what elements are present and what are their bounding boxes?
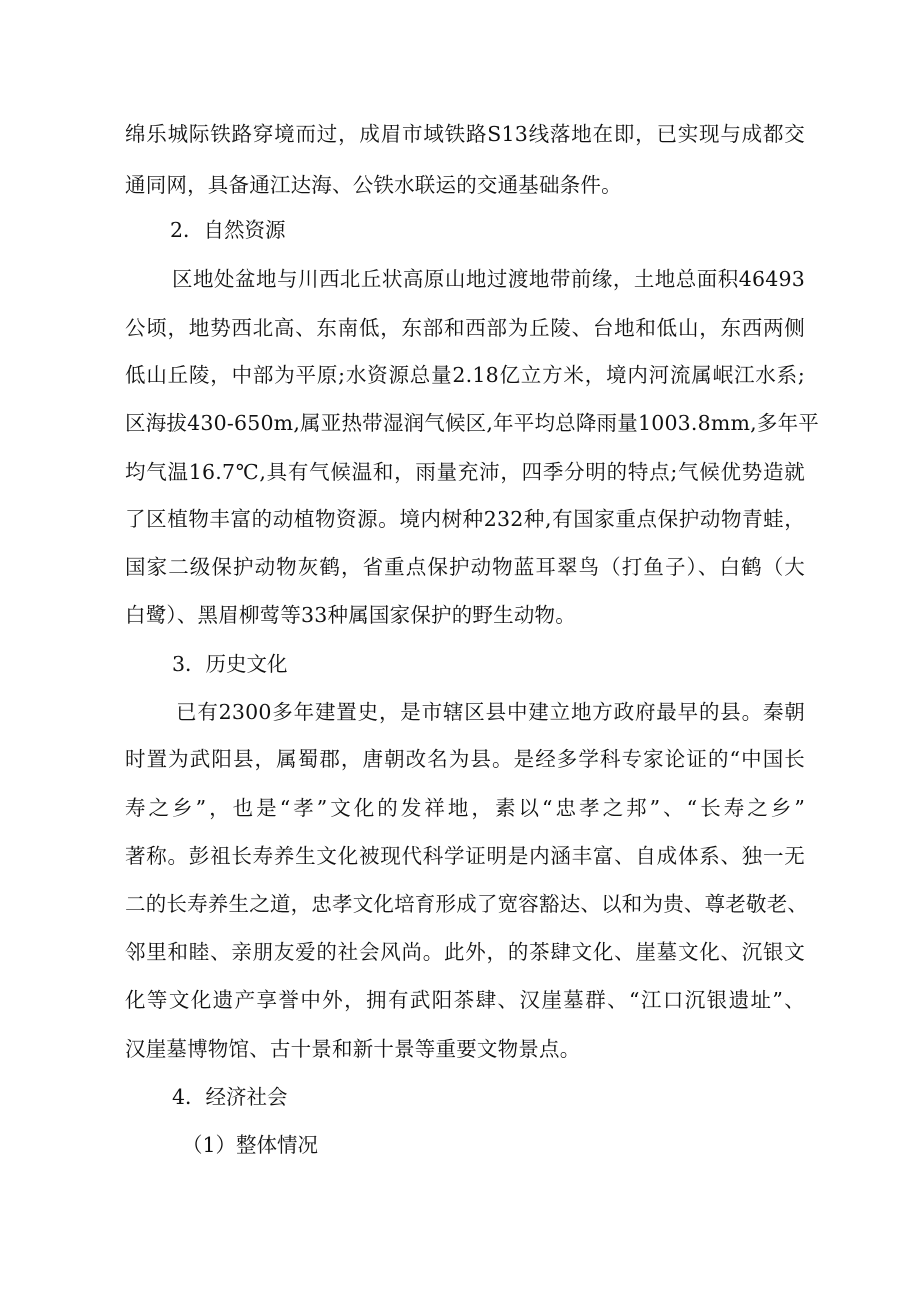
body-line: 化等文化遗产享誉中外，拥有武阳茶肆、汉崖墓群、“江口沉银遗址”、	[125, 988, 805, 1012]
subsection-heading-overall: （1）整体情况	[182, 1133, 319, 1157]
body-line: 白鹭）、黑眉柳莺等33种属国家保护的野生动物。	[125, 603, 576, 627]
body-line: 通同网，具备通江达海、公铁水联运的交通基础条件。	[125, 173, 622, 197]
body-line: 国家二级保护动物灰鹤，省重点保护动物蓝耳翠鸟（打鱼子）、白鹤（大	[125, 555, 805, 579]
body-line: 已有2300多年建置史，是市辖区县中建立地方政府最早的县。秦朝	[176, 700, 805, 724]
body-line: 汉崖墓博物馆、古十景和新十景等重要文物景点。	[125, 1037, 581, 1061]
section-heading-natural-resources: 2．自然资源	[170, 218, 286, 242]
section-heading-economy-society: 4．经济社会	[172, 1085, 288, 1109]
body-line: 邻里和睦、亲朋友爱的社会风尚。此外，的茶肆文化、崖墓文化、沉银文	[125, 940, 805, 964]
body-line: 了区植物丰富的动植物资源。境内树种232种,有国家重点保护动物青蛙，	[125, 507, 805, 531]
body-line: 区海拔430-650m,属亚热带湿润气候区,年平均总降雨量1003.8mm,多年平	[125, 411, 819, 435]
body-line: 时置为武阳县，属蜀郡，唐朝改名为县。是经多学科专家论证的“中国长	[125, 747, 805, 771]
body-line: 绵乐城际铁路穿境而过，成眉市域铁路S13线落地在即，已实现与成都交	[125, 122, 805, 146]
body-line: 均气温16.7℃,具有气候温和，雨量充沛，四季分明的特点;气候优势造就	[125, 460, 805, 484]
body-line: 寿之乡”，也是“孝”文化的发祥地，素以“忠孝之邦”、“长寿之乡”	[125, 796, 805, 820]
body-line: 二的长寿养生之道，忠孝文化培育形成了宽容豁达、以和为贵、尊老敬老、	[125, 892, 809, 916]
body-line: 公顷，地势西北高、东南低，东部和西部为丘陵、台地和低山，东西两侧	[125, 316, 805, 340]
section-heading-history-culture: 3．历史文化	[172, 652, 288, 676]
body-line: 低山丘陵，中部为平原;水资源总量2.18亿立方米，境内河流属岷江水系;	[125, 363, 805, 387]
body-line: 著称。彭祖长寿养生文化被现代科学证明是内涵丰富、自成体系、独一无	[125, 844, 805, 868]
body-line: 区地处盆地与川西北丘状高原山地过渡地带前缘，土地总面积46493	[172, 267, 805, 291]
